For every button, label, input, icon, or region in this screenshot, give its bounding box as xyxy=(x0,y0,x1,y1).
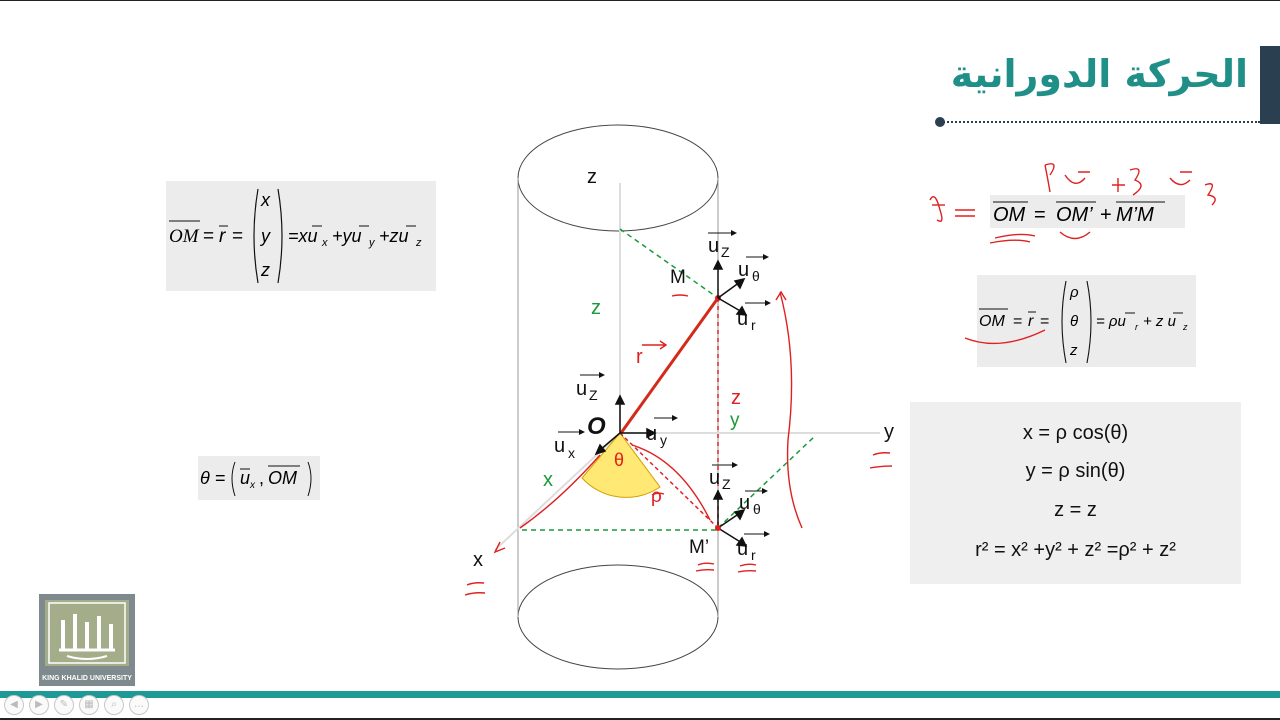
y-projection-dash xyxy=(718,436,815,528)
svg-text:Z: Z xyxy=(589,387,598,403)
svg-text:+zu: +zu xyxy=(379,226,409,246)
x-axis-label: x xyxy=(473,549,483,571)
svg-text:θ: θ xyxy=(752,268,760,284)
svg-text:+: + xyxy=(1100,204,1112,226)
svg-text:=: = xyxy=(1013,313,1023,330)
relation-r-squared: r² = x² +y² + z² =ρ² + z² xyxy=(975,539,1176,561)
y-axis-label: y xyxy=(884,421,894,443)
svg-text:θ: θ xyxy=(753,501,761,517)
svg-text:z: z xyxy=(416,237,422,249)
svg-text:OM: OM xyxy=(979,313,1005,330)
svg-text:,: , xyxy=(259,468,265,488)
svg-text:u: u xyxy=(738,259,750,281)
svg-text:=: = xyxy=(1034,204,1046,226)
slideshow-controls xyxy=(4,695,149,715)
svg-text:u: u xyxy=(708,235,720,257)
svg-text:OM: OM xyxy=(268,468,297,488)
svg-text:θ: θ xyxy=(1070,313,1079,330)
svg-text:=: = xyxy=(203,226,215,247)
relation-y: y = ρ sin(θ) xyxy=(1025,460,1126,482)
svg-text:u: u xyxy=(576,378,588,400)
svg-text:OM: OM xyxy=(169,226,199,247)
svg-text:y: y xyxy=(261,226,270,246)
svg-text:u: u xyxy=(646,423,658,445)
pen-icon[interactable]: ✎ xyxy=(54,695,74,715)
svg-text:M’M: M’M xyxy=(1116,204,1154,226)
svg-text:r: r xyxy=(219,226,226,247)
svg-text:+yu: +yu xyxy=(332,226,362,246)
y-green-label: y xyxy=(730,410,740,431)
next-icon[interactable]: ▶ xyxy=(29,695,49,715)
rho-label: ρ xyxy=(651,486,662,507)
svg-text:x: x xyxy=(250,480,255,491)
svg-text:=xu: =xu xyxy=(288,226,318,246)
svg-text:Z: Z xyxy=(722,476,731,492)
cylinder-top-ellipse xyxy=(518,125,718,231)
relation-x: x = ρ cos(θ) xyxy=(1022,422,1129,444)
svg-text:u: u xyxy=(737,538,749,560)
svg-text:x: x xyxy=(322,237,328,249)
svg-text:x: x xyxy=(261,190,270,210)
svg-text:ρ: ρ xyxy=(1070,284,1079,301)
zoom-icon[interactable]: ⌕ xyxy=(104,695,124,715)
logo-emblem-graphic xyxy=(45,600,129,666)
point-m-label: M xyxy=(670,267,686,288)
z-height-label: z xyxy=(591,297,601,319)
svg-text:r: r xyxy=(751,317,756,333)
svg-text:x: x xyxy=(568,445,575,461)
svg-text:z: z xyxy=(1070,342,1078,359)
slide-title: الحركة الدورانية xyxy=(950,52,1248,96)
logo-emblem xyxy=(45,600,129,666)
z-projection-dash xyxy=(620,229,718,298)
z-red-label: z xyxy=(731,387,741,409)
university-logo xyxy=(39,594,135,686)
relation-z: z = z xyxy=(1054,499,1097,521)
x-green-label: x xyxy=(543,469,553,491)
point-m-prime-dot xyxy=(715,525,721,531)
svg-text:=: = xyxy=(232,226,244,247)
svg-text:+ z u: + z u xyxy=(1143,313,1176,330)
svg-text:u: u xyxy=(739,492,751,514)
svg-text:y: y xyxy=(369,237,375,249)
svg-text:r: r xyxy=(1028,313,1034,330)
svg-text:r: r xyxy=(1135,322,1138,332)
slides-icon[interactable]: ▦ xyxy=(79,695,99,715)
point-m-prime-label: M’ xyxy=(689,537,710,558)
svg-text:u: u xyxy=(709,467,721,489)
prev-icon[interactable]: ◀ xyxy=(4,695,24,715)
svg-text:u: u xyxy=(554,435,566,457)
z-axis-label: z xyxy=(587,166,597,188)
svg-text:Z: Z xyxy=(721,244,730,260)
svg-text:z: z xyxy=(1183,322,1188,332)
origin-label: O xyxy=(587,413,606,440)
logo-text: KING KHALID UNIVERSITY xyxy=(42,675,132,682)
svg-text:θ =: θ = xyxy=(200,468,226,488)
svg-text:r: r xyxy=(751,547,756,563)
more-icon[interactable]: … xyxy=(129,695,149,715)
cylinder-bottom-ellipse xyxy=(518,565,718,669)
svg-text:= ρu: = ρu xyxy=(1096,313,1126,330)
svg-text:=: = xyxy=(1040,313,1050,330)
svg-text:u: u xyxy=(737,308,749,330)
r-vector-label: r xyxy=(636,346,643,368)
theta-label: θ xyxy=(614,450,625,470)
svg-text:OM’: OM’ xyxy=(1056,204,1093,226)
svg-text:y: y xyxy=(660,432,667,448)
footer-teal-bar xyxy=(0,691,1280,698)
svg-text:OM: OM xyxy=(993,204,1026,226)
svg-text:z: z xyxy=(261,260,270,280)
svg-text:u: u xyxy=(240,468,251,488)
